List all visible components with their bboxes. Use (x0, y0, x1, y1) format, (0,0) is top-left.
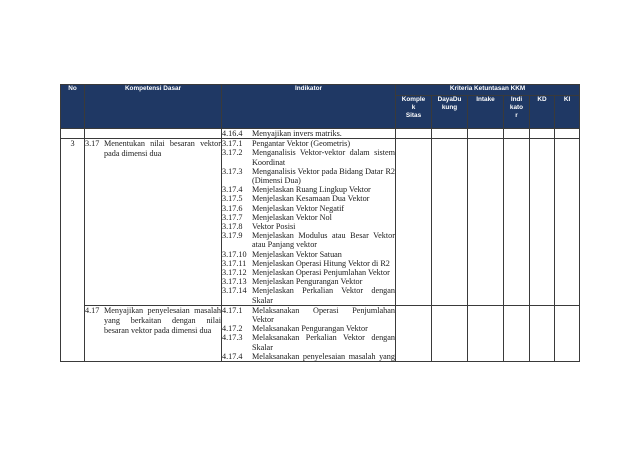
header-dayadukung-label: DayaDu kung (437, 96, 462, 111)
cell-ki (555, 305, 580, 361)
header-kd: KD (530, 96, 555, 129)
table-header (61, 85, 580, 129)
kkm-table (60, 84, 580, 362)
indicator-code: 3.17.8 (222, 222, 243, 232)
table-row-kd-4-17 (61, 305, 580, 361)
indicator-text: Melaksanakan Perkalian Vektor dengan Skalar (252, 333, 395, 352)
table-row-kd-3-17 (61, 139, 580, 306)
indicator-code: 3.17.7 (222, 212, 243, 222)
indicator-code: 3.17.1 (222, 139, 243, 149)
cell-kompleksitas (396, 305, 432, 361)
indicator-text: Menjelaskan Vektor Nol (252, 212, 332, 222)
cell-kd (530, 139, 555, 306)
cell-empty (555, 129, 580, 139)
indicator-item (222, 231, 395, 249)
cell-intake (468, 305, 504, 361)
indicator-item (222, 250, 395, 259)
indicator-text: Menjelaskan Kesamaan Dua Vektor (252, 194, 370, 204)
indicator-item (222, 277, 395, 286)
indicator-text: Melaksanakan Pengurangan Vektor (252, 324, 368, 334)
indicator-code: 3.17.12 (222, 268, 247, 278)
indicator-text: Menganalisis Vektor-vektor dalam sistem Koordinat (252, 148, 395, 167)
cell-empty (85, 129, 222, 139)
cell-empty (468, 129, 504, 139)
cell-intake (468, 139, 504, 306)
indicator-item (222, 185, 395, 194)
indicator-code: 3.17.4 (222, 185, 243, 195)
kd-code: 3.17 (85, 139, 100, 149)
header-intake: Intake (468, 96, 504, 129)
indicator-item (222, 129, 395, 138)
indicator-item (222, 139, 395, 148)
indicator-item (222, 352, 395, 361)
cell-empty (396, 129, 432, 139)
kd-text: Menentukan nilai besaran vektor pada dimensi dua (104, 139, 221, 159)
indicator-text: Vektor Posisi (252, 222, 296, 232)
indicator-text: Menjelaskan Vektor Satuan (252, 249, 342, 259)
indicator-text: Pengantar Vektor (Geometris) (252, 139, 351, 149)
row-number: 3 (61, 139, 85, 362)
indicator-text: Menjelaskan Ruang Lingkup Vektor (252, 185, 371, 195)
header-indikator-short (504, 96, 530, 129)
indicator-text: Menyajikan invers matriks. (252, 129, 342, 138)
indicator-item (222, 306, 395, 324)
indicator-code: 3.17.9 (222, 231, 243, 241)
header-kompleksitas-label: Komple k Sitas (401, 96, 426, 119)
kd-text: Menyajikan penyelesaian masalah yang berkaitan dengan nilai besaran vektor pada dimensi dua (104, 305, 221, 335)
indicator-code: 4.16.4 (222, 129, 243, 138)
indicator-item (222, 268, 395, 277)
indicator-text: Menjelaskan Perkalian Vektor dengan Skalar (252, 286, 395, 305)
indicator-text: Melaksanakan penyelesaian masalah yang (252, 351, 395, 361)
cell-ki (555, 139, 580, 306)
indicator-code: 3.17.10 (222, 249, 247, 259)
indicator-item (222, 286, 395, 304)
indicator-code: 3.17.11 (222, 258, 247, 268)
indicator-item (222, 324, 395, 333)
cell-indikator (504, 305, 530, 361)
cell-empty (504, 129, 530, 139)
indicator-code: 4.17.2 (222, 324, 243, 334)
indicator-code: 3.17.14 (222, 286, 247, 296)
indicator-item (222, 148, 395, 166)
indicator-text: Melaksanakan Operasi Penjumlahan Vektor (252, 305, 395, 325)
header-dayadukung (432, 96, 468, 129)
indicator-item (222, 222, 395, 231)
cell-dayadukung (432, 305, 468, 361)
indicator-item (222, 167, 395, 185)
indicator-item (222, 333, 395, 351)
indicator-code: 3.17.2 (222, 148, 243, 158)
indicator-code: 4.17.4 (222, 351, 243, 361)
cell-indikator (504, 139, 530, 306)
indicator-cell (222, 139, 396, 306)
indicator-text: Menjelaskan Pengurangan Vektor (252, 277, 363, 287)
indicator-cell (222, 129, 396, 139)
kd-item (85, 139, 221, 159)
indicator-code: 3.17.13 (222, 277, 247, 287)
indicator-code: 4.17.1 (222, 305, 243, 315)
cell-empty (530, 129, 555, 139)
header-indikator: Indikator (222, 85, 396, 129)
header-indikator-short-label: Indi kato r (509, 96, 524, 119)
header-kompleksitas (396, 96, 432, 129)
indicator-item (222, 259, 395, 268)
cell-kd (530, 305, 555, 361)
indicator-item (222, 194, 395, 203)
indicator-code: 3.17.3 (222, 166, 243, 176)
cell-empty (61, 129, 85, 139)
indicator-code: 4.17.3 (222, 333, 243, 343)
kd-cell (85, 305, 222, 361)
kd-cell (85, 139, 222, 306)
header-no: No (61, 85, 85, 129)
indicator-item (222, 213, 395, 222)
indicator-text: Menjelaskan Modulus atau Besar Vektor atau Panjang vektor (252, 231, 395, 250)
indicator-code: 3.17.6 (222, 203, 243, 213)
indicator-text: Menjelaskan Operasi Penjumlahan Vektor (252, 268, 390, 278)
table-row-prev (61, 129, 580, 139)
cell-kompleksitas (396, 139, 432, 306)
indicator-item (222, 204, 395, 213)
indicator-cell (222, 305, 396, 361)
indicator-text: Menjelaskan Vektor Negatif (252, 203, 345, 213)
indicator-text: Menganalisis Vektor pada Bidang Datar R2 (Dimensi Dua) (252, 166, 395, 186)
indicator-text: Menjelaskan Operasi Hitung Vektor di R2 (252, 258, 390, 268)
header-ki: KI (555, 96, 580, 129)
header-kompetensi-dasar: Kompetensi Dasar (85, 85, 222, 129)
kd-item (85, 306, 221, 336)
kd-code: 4.17 (85, 305, 100, 315)
cell-empty (432, 129, 468, 139)
cell-dayadukung (432, 139, 468, 306)
indicator-code: 3.17.5 (222, 194, 243, 204)
header-kriteria-kkm: Kriteria Ketuntasan KKM (396, 85, 580, 96)
